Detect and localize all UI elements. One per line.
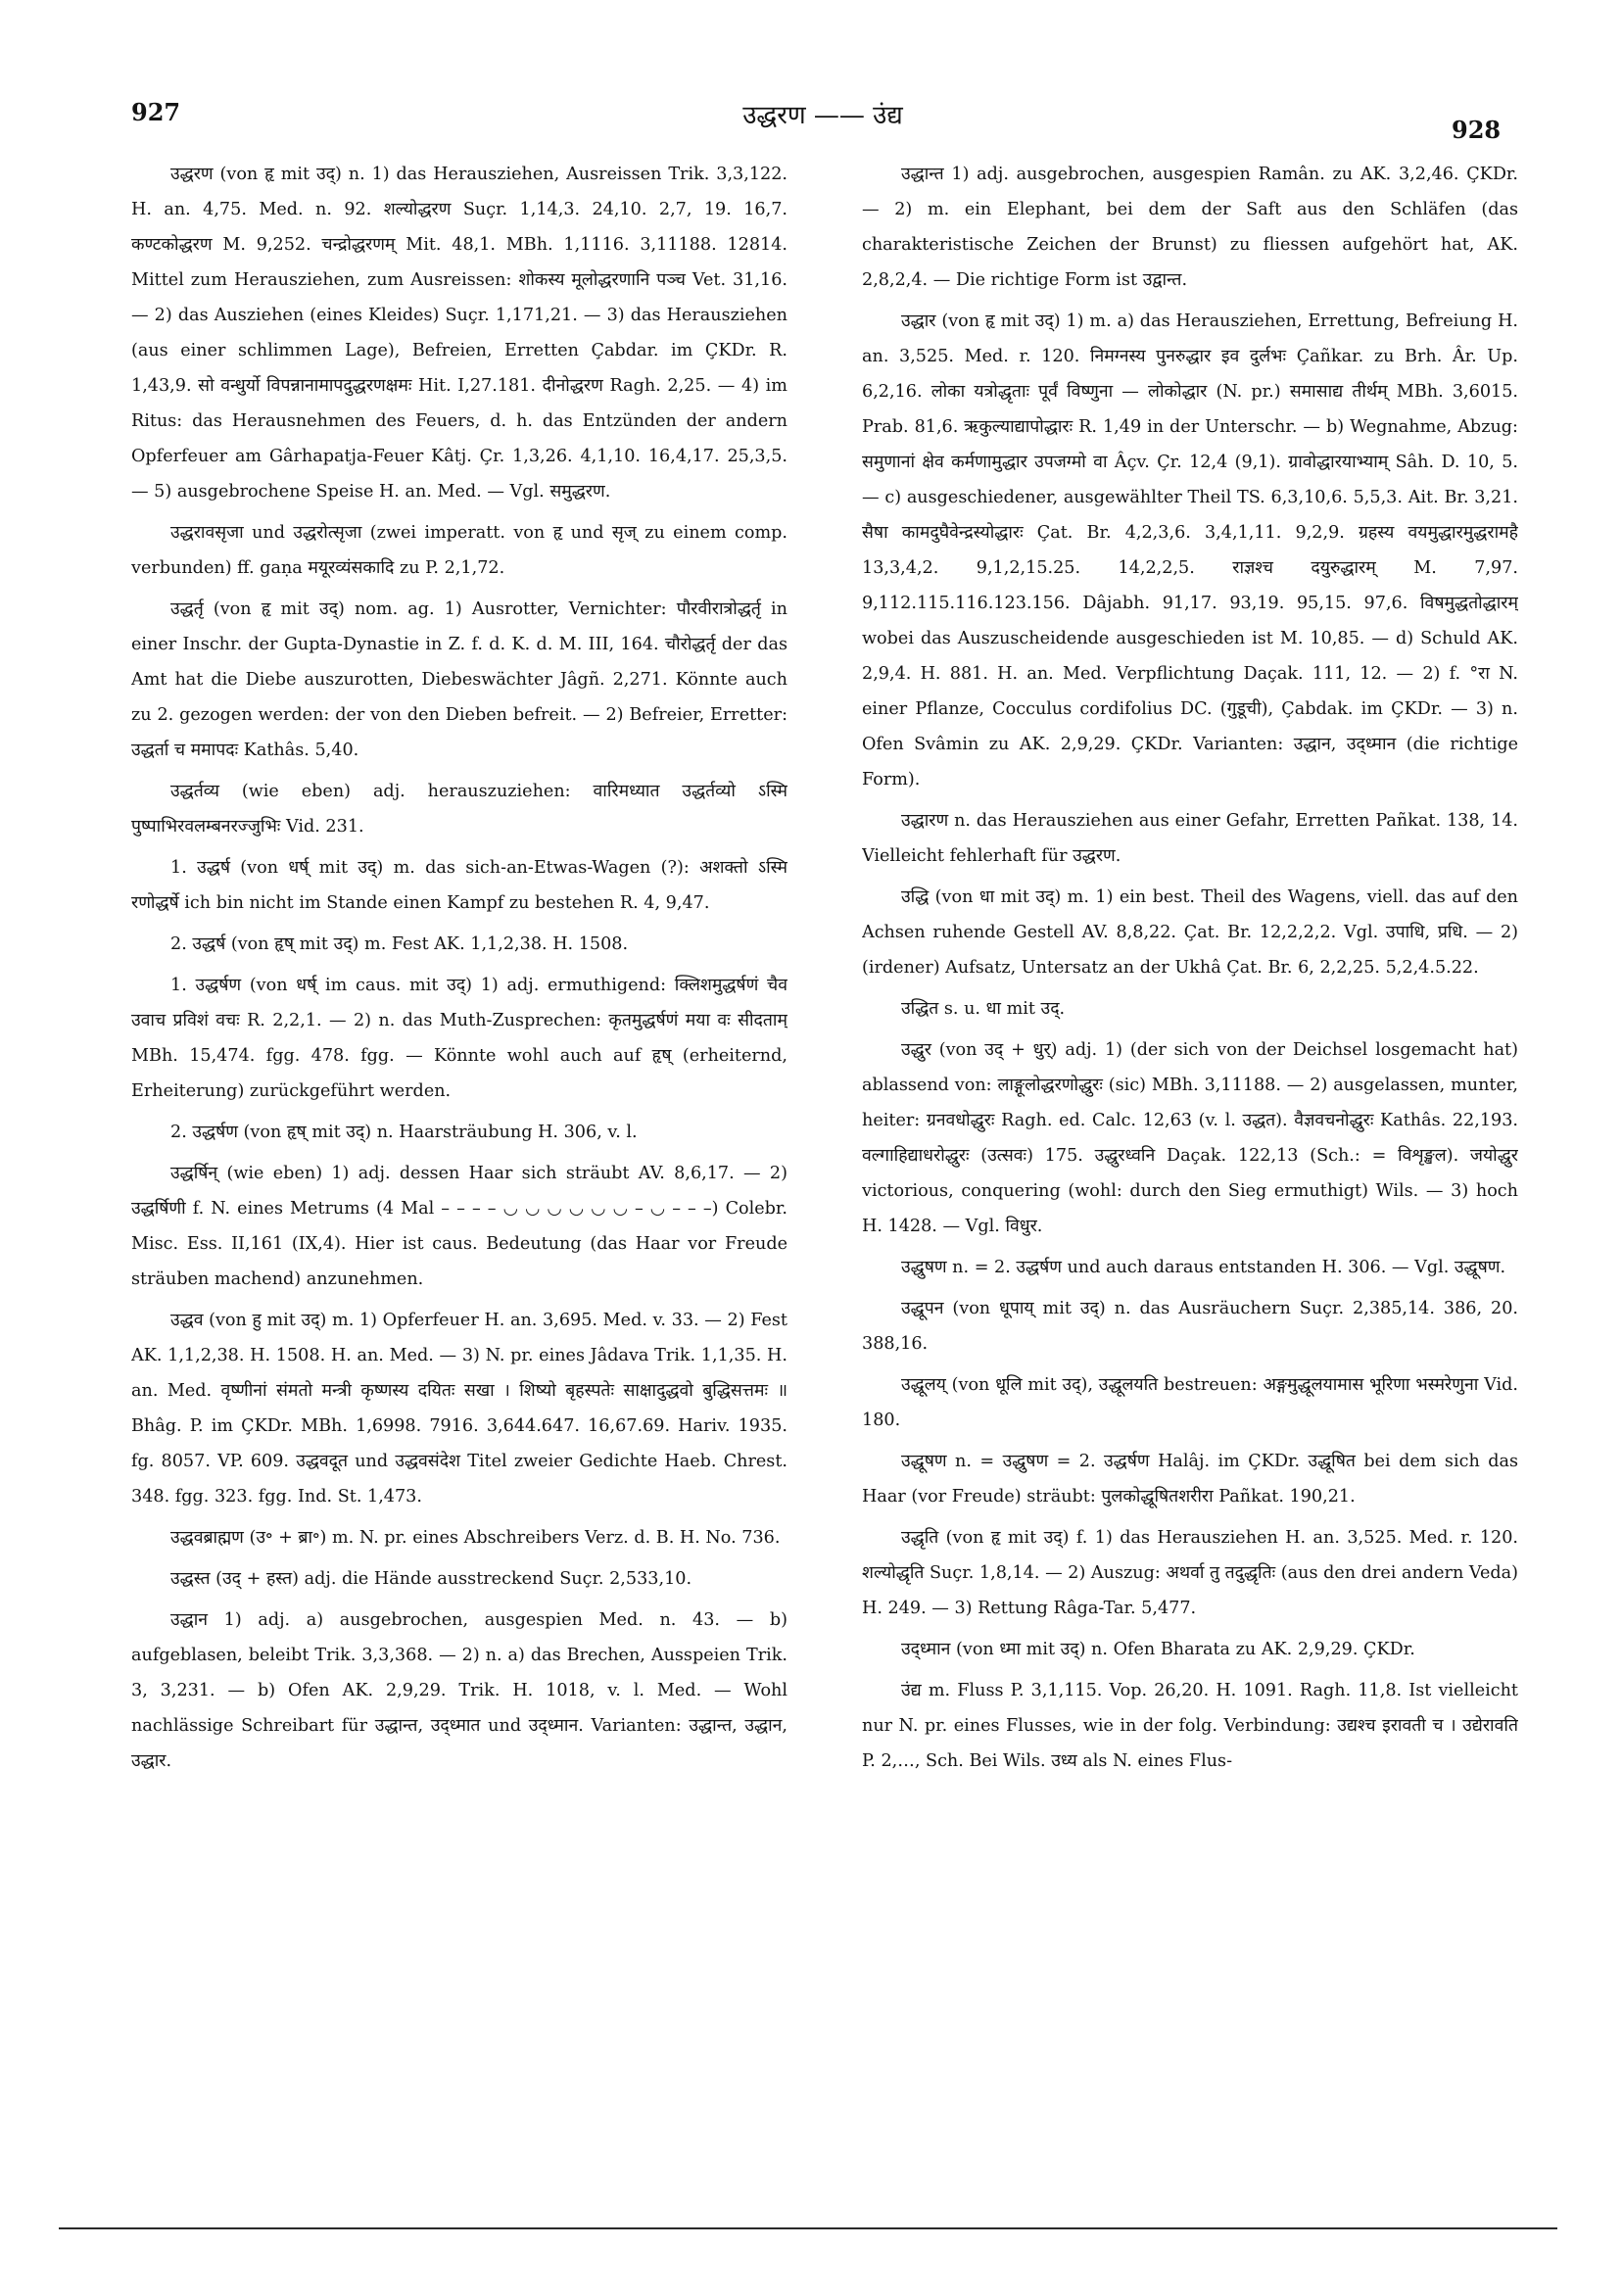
dictionary-entry: उद्धृति (von हृ mit उद्) f. 1) das Herausziehen H. an. 3,525. Med. r. 120. शल्योद्धृति Suçr. 1,8,14. — 2) Auszug: अथर्वा तु तदुद्धृतिः (aus den drei andern Veda) H. 249. — 3) Rettung Râga-Tar. 5,477. [862, 1528, 1518, 1618]
dictionary-entry: उद्धस्त (उद् + हस्त) adj. die Hände ausstreckend Suçr. 2,533,10. [170, 1569, 692, 1589]
page-number-right: 928 [1452, 116, 1502, 144]
bottom-rule [59, 2227, 1557, 2229]
dictionary-entry: 2. उद्धर्ष (von हृष् mit उद्) m. Fest AK. 1,1,2,38. H. 1508. [170, 934, 629, 954]
dictionary-entry: उद्धूलय् (von धूलि mit उद्), उद्धूलयति bestreuen: अङ्गमुद्धूलयामास भूरिणा भस्मरेणुना Vid. 180. [862, 1375, 1518, 1430]
dictionary-entry: उद्धारण n. das Herausziehen aus einer Gefahr, Erretten Pañkat. 138, 14. Vielleicht fehlerhaft für उद्धरण. [862, 811, 1518, 866]
dictionary-entry: 1. उद्धर्ष (von धर्ष् mit उद्) m. das sich-an-Etwas-Wagen (?): अशक्तो ऽस्मि रणोद्धर्षे ich bin nicht im Stande einen Kampf zu bestehen R. 4, 9,47. [131, 858, 787, 913]
dictionary-entry: 1. उद्धर्षण (von धर्ष् im caus. mit उद्) 1) adj. ermuthigend: क्लिशमुद्धर्षणं चैव उवाच प्रविशं वचः R. 2,2,1. — 2) n. das Muth-Zusprechen: कृतमुद्धर्षणं मया वः सीदताम् MBh. 15,474. fgg. 478. fgg. — Könnte wohl auch auf हृष् (erheiternd, Erheiterung) zurückgeführt werden. [131, 976, 787, 1101]
dictionary-entry: उद्धरण (von हृ mit उद्) n. 1) das Herausziehen, Ausreissen Trik. 3,3,122. H. an. 4,75. Med. n. 92. शल्योद्धरण Suçr. 1,14,3. 24,10. 2,7, 19. 16,7. कण्टकोद्धरण M. 9,252. चन्द्रोद्धरणम् Mit. 48,1. MBh. 1,1116. 3,11188. 12814. Mittel zum Herausziehen, zum Ausreissen: शोकस्य मूलोद्धरणानि पञ्च Vet. 31,16. — 2) das Ausziehen (eines Kleides) Suçr. 1,171,21. — 3) das Herausziehen (aus einer schlimmen Lage), Befreien, Erretten Çabdar. im ÇKDr. R. 1,43,9. सो वन्धुर्यो विपन्नानामापदुद्धरणक्षमः Hit. I,27.181. दीनोद्धरण Ragh. 2,25. — 4) im Ritus: das Herausnehmen des Feuers, d. h. das Entzünden der andern Opferfeuer am Gârhapatja-Feuer Kâtj. Çr. 1,3,26. 4,1,10. 16,4,17. 25,3,5. — 5) ausgebrochene Speise H. an. Med. — Vgl. समुद्धरण. [131, 165, 787, 502]
dictionary-entry: उद्धान 1) adj. a) ausgebrochen, ausgespien Med. n. 43. — b) aufgeblasen, beleibt Trik. 3,3,368. — 2) n. a) das Brechen, Ausspeien Trik. 3, 3,231. — b) Ofen AK. 2,9,29. Trik. H. 1018, v. l. Med. — Wohl nachlässige Schreibart für उद्धान्त, उद्ध्मात und उद्ध्मान. Varianten: उद्धान्त, उद्धान, उद्धार. [131, 1610, 787, 1771]
dictionary-entry: उद्धि (von धा mit उद्) m. 1) ein best. Theil des Wagens, viell. das auf den Achsen ruhende Gestell AV. 8,8,22. Çat. Br. 12,2,2,2. Vgl. उपाधि, प्रधि. — 2) (irdener) Aufsatz, Untersatz an der Ukhâ Çat. Br. 6, 2,2,25. 5,2,4.5.22. [862, 887, 1518, 978]
dictionary-entry: 2. उद्धर्षण (von हृष् mit उद्) n. Haarsträubung H. 306, v. l. [170, 1123, 638, 1142]
dictionary-entry: उद्धुषण n. = 2. उद्धर्षण und auch daraus entstanden H. 306. — Vgl. उद्धूषण. [901, 1258, 1506, 1277]
dictionary-entry: उद्धर्षिन् (wie eben) 1) adj. dessen Haar sich sträubt AV. 8,6,17. — 2) उद्धर्षिणी f. N. eines Metrums (4 Mal – – – – ◡ ◡ ◡ ◡ ◡ ◡ – ◡ – – –) Colebr. Misc. Ess. II,161 (IX,4). Hier ist caus. Bedeutung (das Haar vor Freude sträuben machend) anzunehmen. [131, 1164, 787, 1289]
dictionary-entry: उद्धरावसृजा und उद्धरोत्सृजा (zwei imperatt. von हृ und सृज् zu einem comp. verbunden) ff. gaṇa मयूरव्यंसकादि zu P. 2,1,72. [131, 523, 787, 578]
dictionary-entry: उद्धान्त 1) adj. ausgebrochen, ausgespien Ramân. zu AK. 3,2,46. ÇKDr. — 2) m. ein Elephant, bei dem der Saft aus den Schläfen (das charakteristische Zeichen der Brunst) zu fliessen aufgehört hat, AK. 2,8,2,4. — Die richtige Form ist उद्वान्त. [862, 165, 1518, 290]
right-column [862, 157, 1518, 2047]
dictionary-entry: उद्धित s. u. धा mit उद्. [901, 999, 1066, 1019]
dictionary-entry: उद्ध्मान (von ध्मा mit उद्) n. Ofen Bharata zu AK. 2,9,29. ÇKDr. [901, 1640, 1415, 1659]
page-number-left: 927 [131, 98, 181, 126]
dictionary-entry: उद्धव (von हु mit उद्) m. 1) Opferfeuer H. an. 3,695. Med. v. 33. — 2) Fest AK. 1,1,2,38. H. 1508. H. an. Med. — 3) N. pr. eines Jâdava Trik. 1,1,35. H. an. Med. वृष्णीनां संमतो मन्त्री कृष्णस्य दयितः सखा । शिष्यो बृहस्पतेः साक्षादुद्धवो बुद्धिसत्तमः ॥ Bhâg. P. im ÇKDr. MBh. 1,6998. 7916. 3,644.647. 16,67.69. Hariv. 1935. fg. 8057. VP. 609. उद्धवदूत und उद्धवसंदेश Titel zweier Gedichte Haeb. Chrest. 348. fgg. 323. fgg. Ind. St. 1,473. [131, 1311, 787, 1507]
dictionary-entry: उद्धर्तृ (von हृ mit उद्) nom. ag. 1) Ausrotter, Vernichter: पौरवीरात्रोद्धर्तृ in einer Inschr. der Gupta-Dynastie in Z. f. d. K. d. M. III, 164. चौरोद्धर्तृ der das Amt hat die Diebe auszurotten, Diebeswächter Jâgñ. 2,271. Könnte auch zu 2. gezogen werden: der von den Dieben befreit. — 2) Befreier, Erretter: उद्धर्ता च ममापदः Kathâs. 5,40. [131, 599, 787, 760]
dictionary-entry: उद्धुर (von उद् + धुर्) adj. 1) (der sich von der Deichsel losgemacht hat) ablassend von: लाङ्गूलोद्धरणोद्धुरः (sic) MBh. 3,11188. — 2) ausgelassen, munter, heiter: ग्रनवधोद्धुरः Ragh. ed. Calc. 12,63 (v. l. उद्धत). वैज्ञवचनोद्धुरः Kathâs. 22,193. वल्गाहिद्याधरोद्धुरः (उत्सवः) 175. उद्धुरध्वनि Daçak. 122,13 (Sch.: = विशृङ्खल). जयोद्धुर victorious, conquering (wohl: durch den Sieg ermuthigt) Wils. — 3) hoch H. 1428. — Vgl. विधुर. [862, 1040, 1518, 1236]
dictionary-entry: उद्धूपन (von धूपाय् mit उद्) n. das Ausräuchern Suçr. 2,385,14. 386, 20. 388,16. [862, 1299, 1518, 1354]
dictionary-entry: उद्धूषण n. = उद्धुषण = 2. उद्धर्षण Halâj. im ÇKDr. उद्धूषित bei dem sich das Haar (vor Freude) sträubt: पुलकोद्धूषितशरीरा Pañkat. 190,21. [862, 1452, 1518, 1507]
dictionary-entry: उंद्य m. Fluss P. 3,1,115. Vop. 26,20. H. 1091. Ragh. 11,8. Ist vielleicht nur N. pr. eines Flusses, wie in der folg. Verbindung: उद्यश्च इरावती च । उद्येरावति P. 2,…, Sch. Bei Wils. उध्य als N. eines Flus- [862, 1681, 1518, 1771]
running-head: उद्धरण —— उंद्य [742, 101, 903, 130]
dictionary-entry: उद्धार (von हृ mit उद्) 1) m. a) das Herausziehen, Errettung, Befreiung H. an. 3,525. Med. r. 120. निमग्नस्य पुनरुद्धार इव दुर्लभः Çañkar. zu Brh. Âr. Up. 6,2,16. लोका यत्रोद्धृताः पूर्वं विष्णुना — लोकोद्धार (N. pr.) समासाद्य तीर्थम् MBh. 3,6015. Prab. 81,6. ऋकुल्याद्यापोद्धारः R. 1,49 in der Unterschr. — b) Wegnahme, Abzug: समुणानां क्षेव कर्मणामुद्धार उपजग्मो वा Âçv. Çr. 12,4 (9,1). ग्रावोद्धारयाभ्याम् Sâh. D. 10, 5. — c) ausgeschiedener, ausgewählter Theil TS. 6,3,10,6. 5,5,3. Ait. Br. 3,21. सैषा कामदुघैवेन्द्रस्योद्धारः Çat. Br. 4,2,3,6. 3,4,1,11. 9,2,9. ग्रहस्य वयमुद्धारमुद्धरामहै 13,3,4,2. 9,1,2,15.25. 14,2,2,5. राज्ञश्च दयुरुद्धारम् M. 7,97. 9,112.115.116.123.156. Dâjabh. 91,17. 93,19. 95,15. 97,6. विषमुद्धतोद्धारम् wobei das Auszuscheidende ausgeschieden ist M. 10,85. — d) Schuld AK. 2,9,4. H. 881. H. an. Med. Verpflichtung Daçak. 111, 12. — 2) f. °रा N. einer Pflanze, Cocculus cordifolius DC. (गुडूची), Çabdak. im ÇKDr. — 3) n. Ofen Svâmin zu AK. 2,9,29. ÇKDr. Varianten: उद्धान, उद्ध्मान (die richtige Form). [862, 311, 1518, 789]
dictionary-entry: उद्धर्तव्य (wie eben) adj. herauszuziehen: वारिमध्यात उद्धर्तव्यो ऽस्मि पुष्पाभिरवलम्बनरज्जुभिः Vid. 231. [131, 782, 787, 837]
dictionary-entry: उद्धवब्राह्मण (उ॰ + ब्रा॰) m. N. pr. eines Abschreibers Verz. d. B. H. No. 736. [170, 1528, 781, 1548]
left-column [131, 157, 787, 2018]
